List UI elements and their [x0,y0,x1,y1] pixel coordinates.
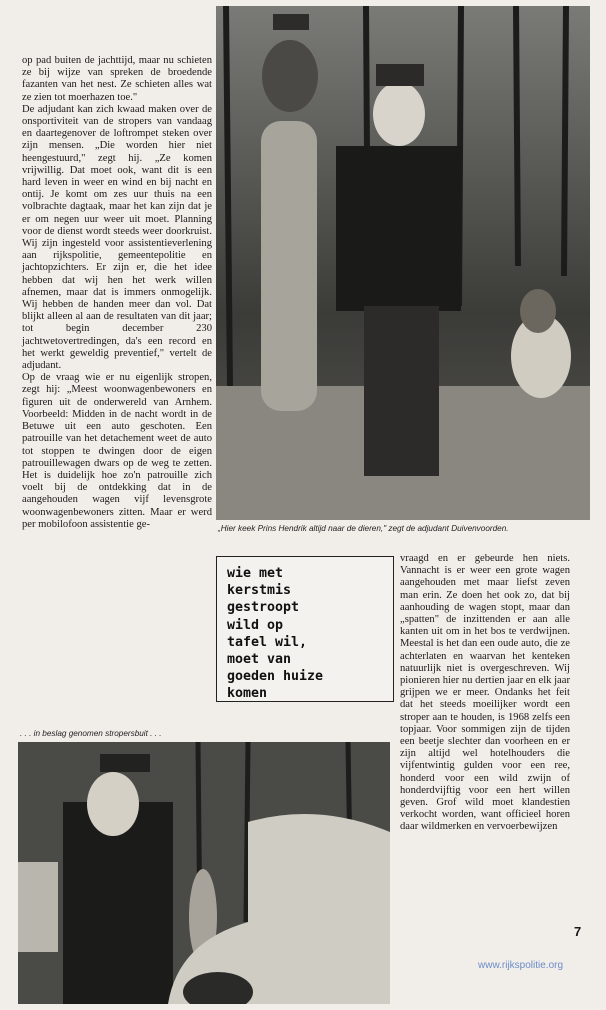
pull-quote [216,556,394,702]
photo-caption-top: „Hier keek Prins Hendrik altijd naar de dieren," zegt de adjudant Duivenvoorden. [218,524,509,533]
watermark: www.rijkspolitie.org [478,960,564,971]
paragraph: De adjudant kan zich kwaad maken over de onsportiviteit van de stropers van vandaag en daartegenover de loftrompet steken over zijn mensen. „Die worden hier niet heengestuurd," zegt hij. „Ze komen vrijwillig. Dat moet ook, want dit is een hard leven in weer en wind en bij nacht en ontij. Je komt om zes uur thuis na een volbrachte dagtaak, maar het kan zijn dat je er om negen uur weer uit moet. Planning voor de dienst wordt steeds weer doorkruist. Wij zijn ingesteld voor assistentieverlening aan rijkspolitie, gemeentepolitie en jachtopzichters. Er zijn er, die het idee hebben dat wij hen het werk willen afnemen, maar dat is immers onmogelijk. Wij hebben de handen meer dan vol. Dat blijkt alleen al aan de resultaten van dit jaar; tot begin december 230 jachtwetovertredingen, da's een record en het werkt geweldig preventief," vertelt de adjudant. [22,103,212,372]
paragraph: vraagd en er gebeurde hen niets. Vannacht is er weer een grote wagen aangehouden met maar liefst zeven man erin. Ze doen het ook zo, dat bij aanhouding de wagen stopt, maar dan „spatten" de inzittenden er aan alle kanten uit om in het bos te verdwijnen. Meestal is het dan een oude auto, die ze achterlaten en waarvan het kenteken natuurlijk niet is overgeschreven. Wij pionieren hier nu dertien jaar en elk jaar grijpen we er meer. Ondanks het feit dat het steeds moeilijker wordt een stroper aan te houden, is 1968 zelfs een topjaar. Voor sommigen zijn de tijden een beetje slechter dan voorheen en er zijn altijd wel hotelhouders die vijfentwintig gulden voor een ree, honderd voor een wild zwijn of honderdvijftig voor een hert willen geven. Grof wild moet klandestien verkocht worden, want officieel horen daar wildmerken en vervoerbewijzen [400,553,570,833]
photo-officer-with-dog [216,6,590,520]
paragraph: Op de vraag wie er nu eigenlijk stropen, zegt hij: „Meest woonwagenbewoners en figuren uit de onderwereld van Arnhem. Voorbeeld: Midden in de nacht wordt in de Betuwe uit een auto geschoten. Een patrouille van het detachement weet de auto tot stoppen te dwingen door de eigen patrouillewagen dwars op de weg te zetten. Het is duidelijk hoe zo'n patrouille zich voelt bij de ontdekking dat in de aangehouden wagen vijf levensgrote woonwagenbewoners zitten. Maar er werd per mobilofoon assistentie ge- [22,372,212,530]
photo-confiscated-game [18,742,390,1004]
pull-quote-text: wie met kerstmis gestroopt wild op tafel wil, moet van goeden huize komen [227,566,324,702]
article-column-left [22,55,212,531]
paragraph: op pad buiten de jachttijd, maar nu schieten ze bij wijze van spreken de broedende fazanten van het nest. Ze schieten alles wat ze zien tot moerhazen toe." [22,55,212,103]
page-number: 7 [574,924,582,939]
article-column-right [400,553,570,834]
photo-caption-bottom: . . . in beslag genomen stropersbuit . . . [20,729,162,738]
